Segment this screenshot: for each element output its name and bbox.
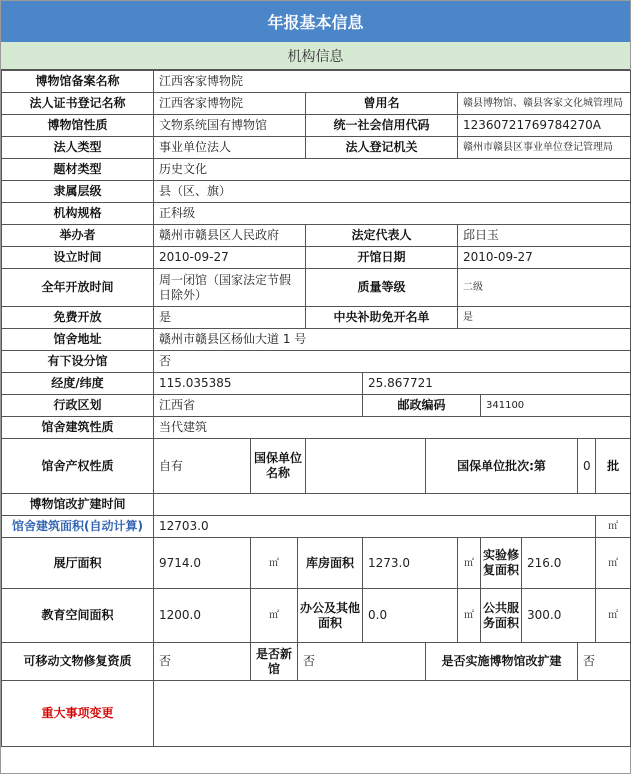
is-new-label: 是否新馆 [251, 643, 298, 681]
is-renovated-value: 否 [578, 643, 631, 681]
museum-name-label: 博物馆备案名称 [2, 71, 154, 93]
credit-code-label: 统一社会信用代码 [306, 115, 458, 137]
public-area-unit: ㎡ [596, 589, 631, 643]
branch-value: 否 [154, 351, 631, 373]
organizer-label: 举办者 [2, 225, 154, 247]
movable-restore-value: 否 [154, 643, 251, 681]
lab-area-unit: ㎡ [596, 538, 631, 589]
building-area-unit: ㎡ [596, 516, 631, 538]
office-area-unit: ㎡ [458, 589, 481, 643]
admin-div-value: 江西省 [154, 395, 363, 417]
central-subsidy-label: 中央补助免开名单 [306, 307, 458, 329]
organizer-value: 赣州市赣县区人民政府 [154, 225, 306, 247]
storage-area-value: 1273.0 [363, 538, 458, 589]
page-title: 年报基本信息 [1, 1, 630, 42]
postcode-label: 邮政编码 [363, 395, 481, 417]
longitude-value: 115.035385 [154, 373, 363, 395]
legal-cert-name-value: 江西客家博物院 [154, 93, 306, 115]
ownership-label: 馆舍产权性质 [2, 439, 154, 494]
is-renovated-label: 是否实施博物馆改扩建 [426, 643, 578, 681]
hall-area-value: 9714.0 [154, 538, 251, 589]
org-level-value: 正科级 [154, 203, 631, 225]
quality-grade-value: 二级 [458, 269, 631, 307]
established-value: 2010-09-27 [154, 247, 306, 269]
edu-area-label: 教育空间面积 [2, 589, 154, 643]
hall-area-label: 展厅面积 [2, 538, 154, 589]
heritage-unit-name-label: 国保单位名称 [251, 439, 306, 494]
museum-name-value: 江西客家博物院 [154, 71, 631, 93]
lonlat-label: 经度/纬度 [2, 373, 154, 395]
museum-nature-label: 博物馆性质 [2, 115, 154, 137]
reg-authority-value: 赣州市赣县区事业单位登记管理局 [458, 137, 631, 159]
lab-area-label: 实验修复面积 [481, 538, 522, 589]
hall-area-unit: ㎡ [251, 538, 298, 589]
building-type-value: 当代建筑 [154, 417, 631, 439]
heritage-batch-label: 国保单位批次:第 [426, 439, 578, 494]
renovation-time-value [154, 494, 631, 516]
legal-cert-name-label: 法人证书登记名称 [2, 93, 154, 115]
address-value: 赣州市赣县区杨仙大道 1 号 [154, 329, 631, 351]
legal-type-label: 法人类型 [2, 137, 154, 159]
legal-rep-label: 法定代表人 [306, 225, 458, 247]
former-name-value: 赣县博物馆、赣县客家文化城管理局 [458, 93, 631, 115]
latitude-value: 25.867721 [363, 373, 631, 395]
building-area-value: 12703.0 [154, 516, 596, 538]
central-subsidy-value: 是 [458, 307, 631, 329]
reg-authority-label: 法人登记机关 [306, 137, 458, 159]
admin-div-label: 行政区划 [2, 395, 154, 417]
free-open-label: 免费开放 [2, 307, 154, 329]
major-change-label: 重大事项变更 [2, 681, 154, 747]
public-area-label: 公共服务面积 [481, 589, 522, 643]
affiliation-value: 县（区、旗） [154, 181, 631, 203]
is-new-value: 否 [298, 643, 426, 681]
movable-restore-label: 可移动文物修复资质 [2, 643, 154, 681]
storage-area-unit: ㎡ [458, 538, 481, 589]
legal-type-value: 事业单位法人 [154, 137, 306, 159]
branch-label: 有下设分馆 [2, 351, 154, 373]
ownership-value: 自有 [154, 439, 251, 494]
opened-label: 开馆日期 [306, 247, 458, 269]
edu-area-unit: ㎡ [251, 589, 298, 643]
established-label: 设立时间 [2, 247, 154, 269]
edu-area-value: 1200.0 [154, 589, 251, 643]
major-change-value [154, 681, 631, 747]
legal-rep-value: 邱日玉 [458, 225, 631, 247]
building-area-label: 馆舍建筑面积(自动计算) [2, 516, 154, 538]
open-time-value: 周一闭馆（国家法定节假日除外） [154, 269, 306, 307]
quality-grade-label: 质量等级 [306, 269, 458, 307]
office-area-value: 0.0 [363, 589, 458, 643]
postcode-value: 341100 [481, 395, 631, 417]
heritage-batch-value: 0 [578, 439, 596, 494]
open-time-label: 全年开放时间 [2, 269, 154, 307]
storage-area-label: 库房面积 [298, 538, 363, 589]
info-table [1, 70, 631, 747]
org-level-label: 机构规格 [2, 203, 154, 225]
address-label: 馆舍地址 [2, 329, 154, 351]
heritage-batch-suffix: 批 [596, 439, 631, 494]
opened-value: 2010-09-27 [458, 247, 631, 269]
former-name-label: 曾用名 [306, 93, 458, 115]
museum-nature-value: 文物系统国有博物馆 [154, 115, 306, 137]
free-open-value: 是 [154, 307, 306, 329]
affiliation-label: 隶属层级 [2, 181, 154, 203]
renovation-time-label: 博物馆改扩建时间 [2, 494, 154, 516]
heritage-unit-name-value [306, 439, 426, 494]
subject-type-value: 历史文化 [154, 159, 631, 181]
office-area-label: 办公及其他面积 [298, 589, 363, 643]
credit-code-value: 12360721769784270A [458, 115, 631, 137]
section-header: 机构信息 [1, 42, 630, 70]
lab-area-value: 216.0 [522, 538, 596, 589]
subject-type-label: 题材类型 [2, 159, 154, 181]
public-area-value: 300.0 [522, 589, 596, 643]
building-type-label: 馆舍建筑性质 [2, 417, 154, 439]
